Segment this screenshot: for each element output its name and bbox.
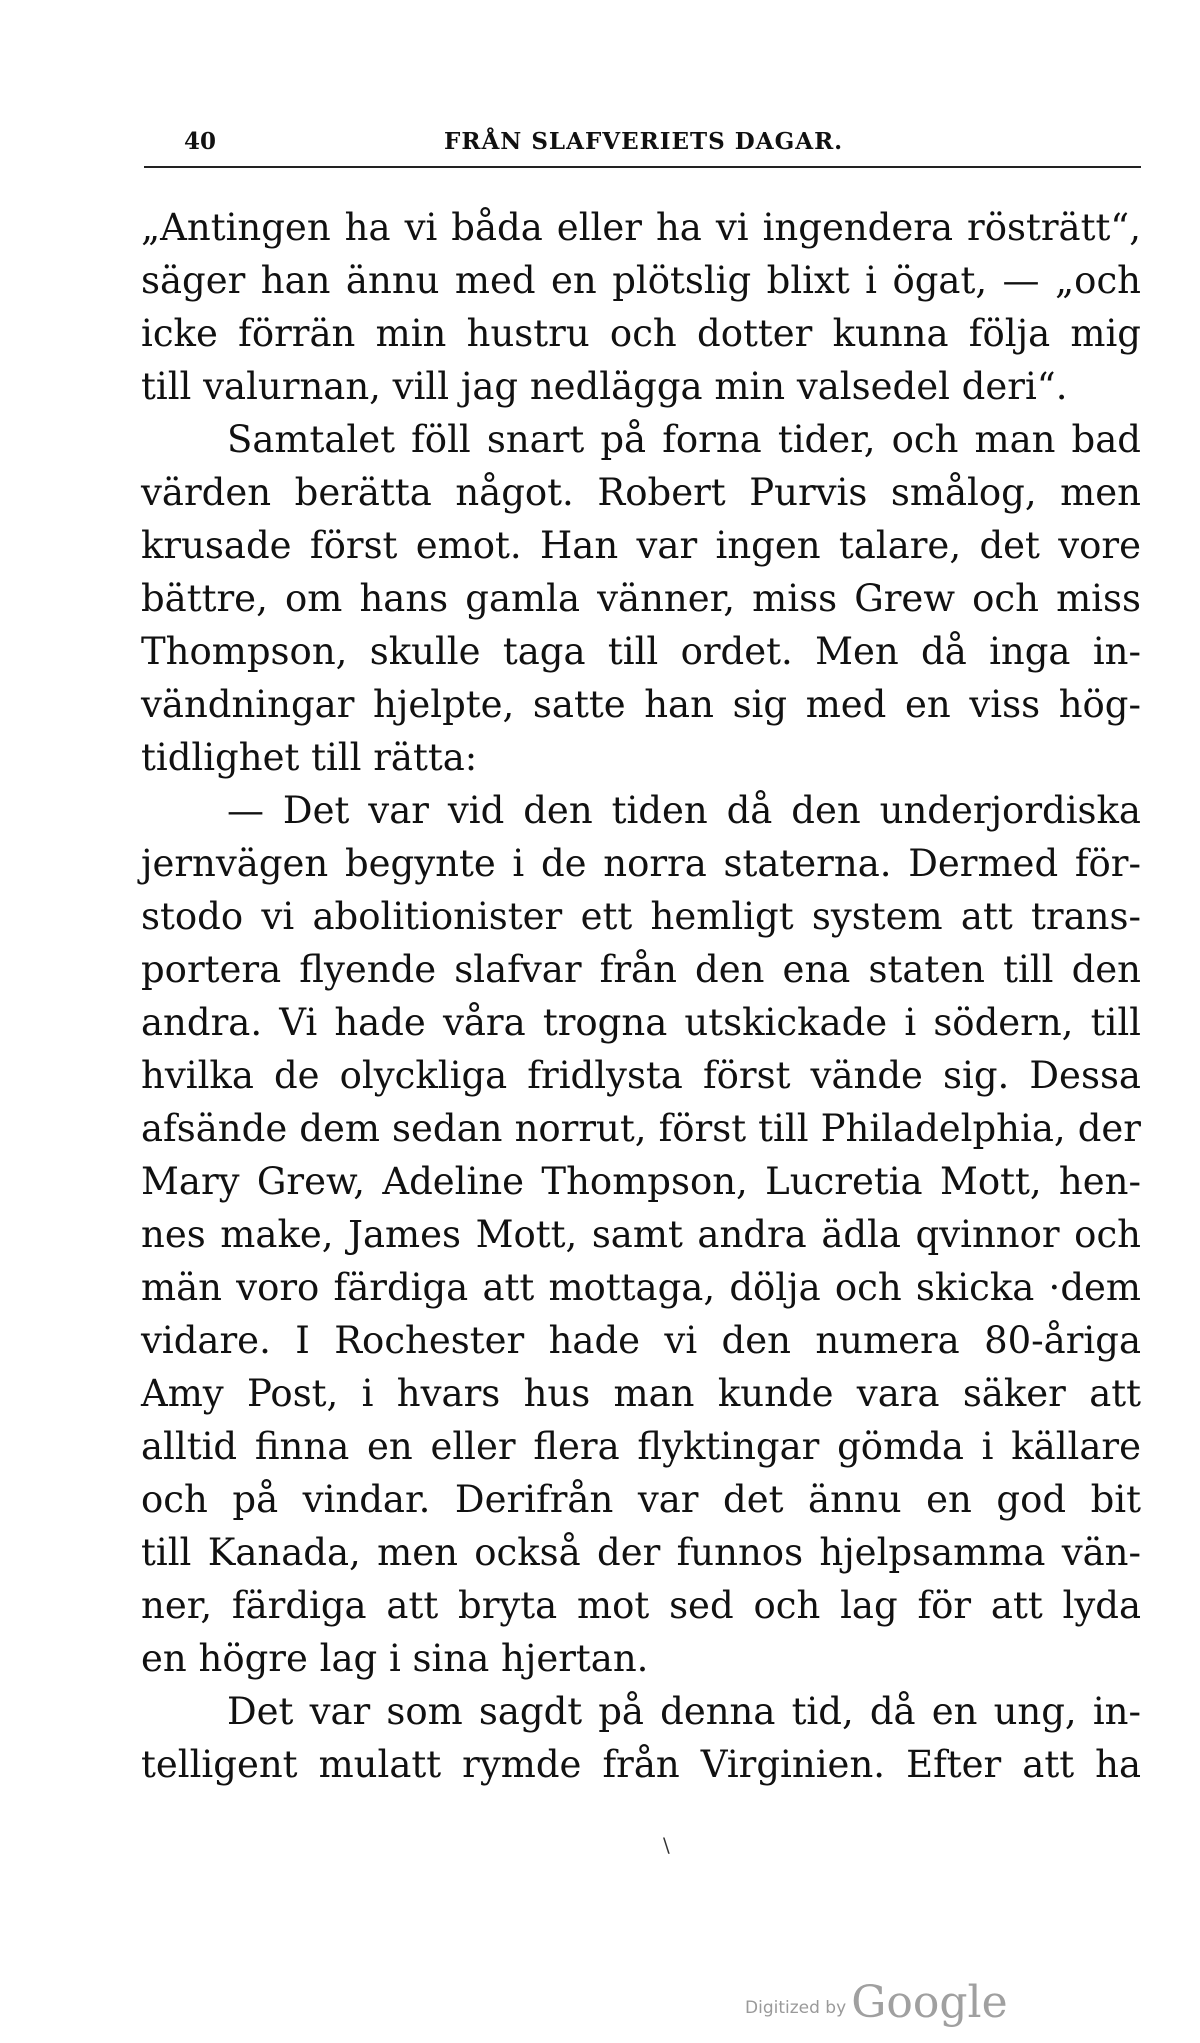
text-line: Mary Grew, Adeline Thompson, Lucretia Mott, hen- — [141, 1160, 1141, 1203]
text-line: värden berätta något. Robert Purvis smålog, men — [141, 471, 1141, 514]
text-line: hvilka de olyckliga fridlysta först vände sig. Dessa — [141, 1054, 1141, 1097]
watermark-brand: Google — [851, 1977, 1008, 2028]
text-line: andra. Vi hade våra trogna utskickade i södern, till — [141, 1001, 1141, 1044]
text-line: till Kanada, men också der funnos hjelpsamma vän- — [141, 1531, 1141, 1574]
running-head: FRÅN SLAFVERIETS DAGAR. — [444, 128, 844, 155]
text-line: — Det var vid den tiden då den underjordiska — [227, 789, 1141, 832]
text-line: vidare. I Rochester hade vi den numera 80-åriga — [141, 1319, 1141, 1362]
page-header — [144, 128, 1141, 164]
text-line: portera flyende slafvar från den ena staten till den — [141, 948, 1141, 991]
text-line: vändningar hjelpte, satte han sig med en viss hög- — [141, 683, 1141, 726]
text-line: en högre lag i sina hjertan. — [141, 1637, 649, 1680]
text-line: alltid finna en eller flera flyktingar gömda i källare — [141, 1425, 1141, 1468]
text-line: icke förrän min hustru och dotter kunna följa mig — [141, 312, 1141, 355]
text-line: män voro färdiga att mottaga, dölja och skicka ·dem — [141, 1266, 1141, 1309]
text-line: till valurnan, vill jag nedlägga min valsedel deri“. — [141, 365, 1068, 408]
text-line: Det var som sagdt på denna tid, då en ung, in- — [227, 1690, 1141, 1733]
text-line: Thompson, skulle taga till ordet. Men då inga in- — [141, 630, 1141, 673]
text-line: tidlighet till rätta: — [141, 736, 478, 779]
text-line: Samtalet föll snart på forna tider, och man bad — [227, 418, 1141, 461]
text-line: krusade först emot. Han var ingen talare, det vore — [141, 524, 1141, 567]
text-line: stodo vi abolitionister ett hemligt system att trans- — [141, 895, 1141, 938]
stray-mark: \ — [663, 1833, 670, 1857]
text-line: säger han ännu med en plötslig blixt i ögat, — „och — [141, 259, 1141, 302]
text-line: telligent mulatt rymde från Virginien. Efter att ha — [141, 1743, 1141, 1786]
text-line: „Antingen ha vi båda eller ha vi ingendera rösträtt“, — [141, 206, 1141, 249]
text-line: nes make, James Mott, samt andra ädla qvinnor och — [141, 1213, 1141, 1256]
text-line: jernvägen begynte i de norra staterna. Dermed för- — [141, 842, 1141, 885]
text-line: ner, färdiga att bryta mot sed och lag för att lyda — [141, 1584, 1141, 1627]
text-line: och på vindar. Derifrån var det ännu en god bit — [141, 1478, 1141, 1521]
text-line: bättre, om hans gamla vänner, miss Grew och miss — [141, 577, 1141, 620]
header-rule — [144, 166, 1141, 168]
watermark-prefix: Digitized by — [745, 1998, 847, 2018]
text-line: Amy Post, i hvars hus man kunde vara säker att — [141, 1372, 1141, 1415]
text-line: afsände dem sedan norrut, först till Philadelphia, der — [141, 1107, 1141, 1150]
page-number: 40 — [184, 128, 217, 155]
digitized-watermark — [745, 1977, 1008, 2037]
